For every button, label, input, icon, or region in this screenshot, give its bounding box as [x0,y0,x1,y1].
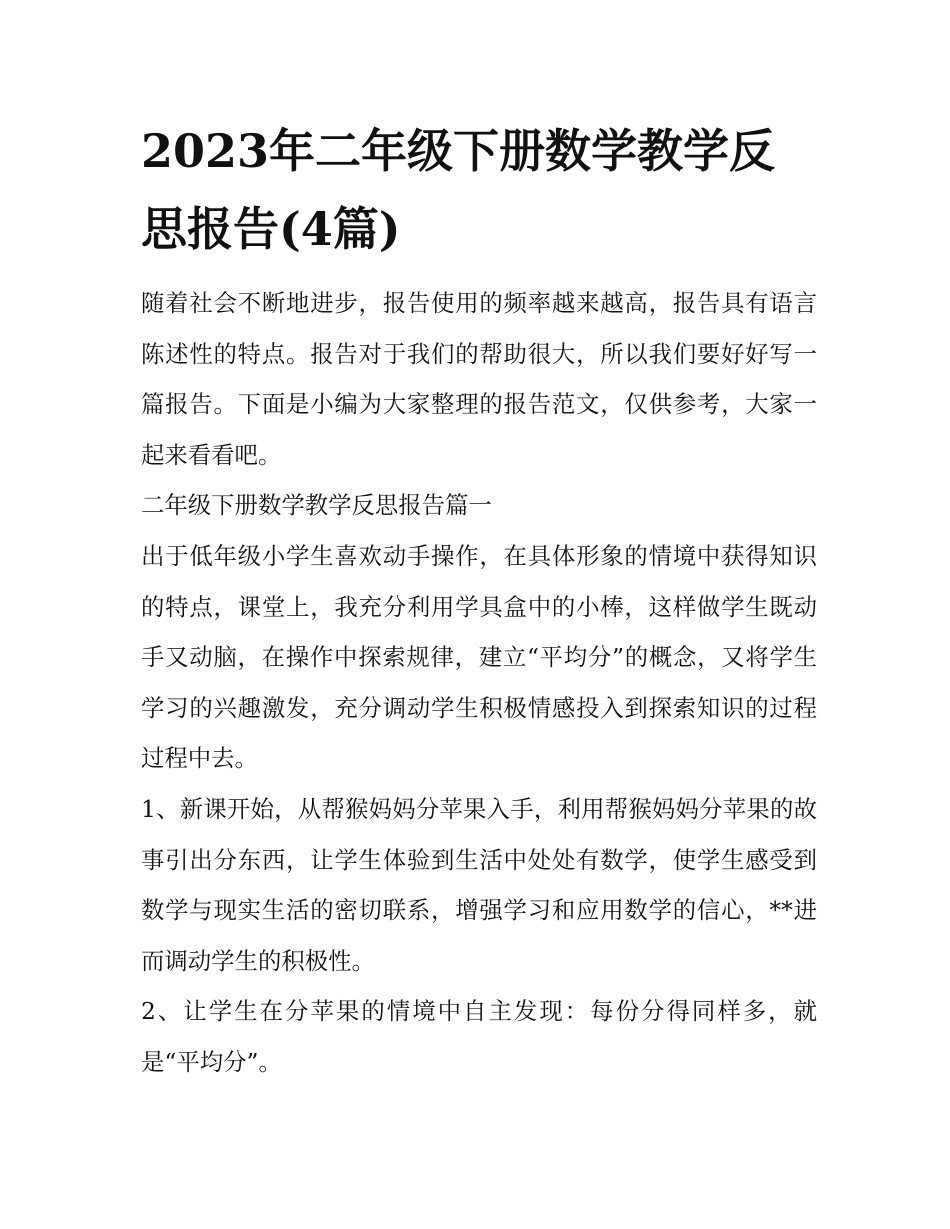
section-heading: 二年级下册数学教学反思报告篇一 [141,491,492,520]
list-item: 1、新课开始，从帮猴妈妈分苹果入手，利用帮猴妈妈分苹果的故事引出分东西，让学生体验到生活中处处有数学，使学生感受到数学与现实生活的密切联系，增强学习和应用数学的信心，**进而调动学生的积极性。 [141,794,817,975]
document-title: 2023年二年级下册数学教学反思报告(4篇) [141,124,776,256]
list-item: 2、让学生在分苹果的情境中自主发现：每份分得同样多，就是“平均分”。 [141,997,817,1076]
intro-paragraph: 随着社会不断地进步，报告使用的频率越来越高，报告具有语言陈述性的特点。报告对于我们的帮助很大，所以我们要好好写一篇报告。下面是小编为大家整理的报告范文，仅供参考，大家一起来看看吧。 [141,289,817,469]
document-body [141,112,817,1088]
body-paragraph: 出于低年级小学生喜欢动手操作，在具体形象的情境中获得知识的特点，课堂上，我充分利用学具盒中的小棒，这样做学生既动手又动脑，在操作中探索规律，建立“平均分”的概念，又将学生学习的兴趣激发，充分调动学生积极情感投入到探索知识的过程过程中去。 [141,541,817,773]
title-spacer [141,268,817,278]
